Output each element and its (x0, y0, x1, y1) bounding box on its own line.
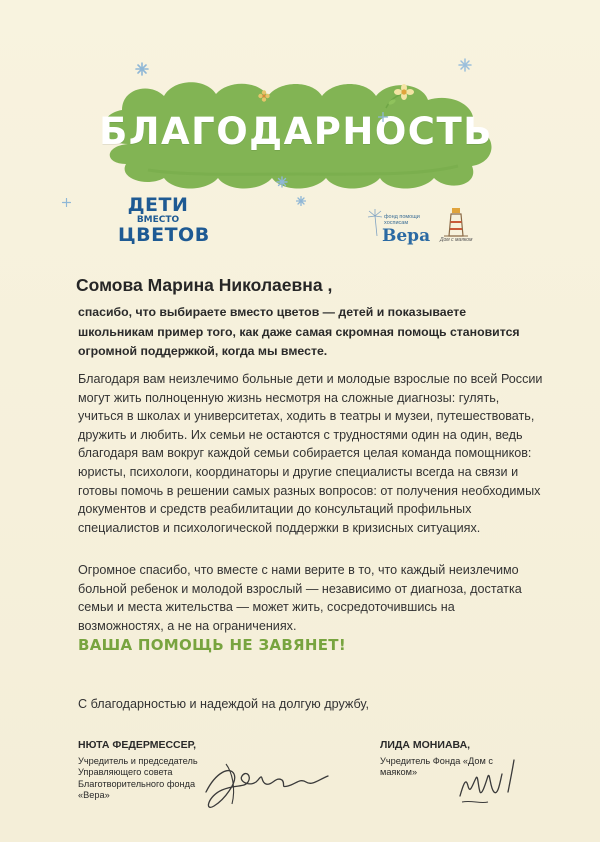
slogan: ВАША ПОМОЩЬ НЕ ЗАВЯНЕТ! (78, 636, 346, 654)
snowflake-icon (276, 176, 288, 188)
deti-vmesto-tsvetov-logo (118, 194, 210, 246)
signatory-right-name: ЛИДА МОНИАВА, (380, 739, 471, 751)
logo-line-1: ДЕТИ (127, 194, 189, 216)
star-icon (378, 112, 388, 122)
body-paragraph-1: Благодаря вам неизлечимо больные дети и молодые взрослые по всей России могут жить полноценную жизнь несмотря на сложные диагнозы: гулять, учиться в школах и университетах, ходить в театры и музеи, путешествовать, дружить и любить. Их семьи не остаются с трудностями один на один, ведь благодаря вам вокруг каждой семьи собирается целая команда помощников: юристы, психологи, координаторы и другие специалисты всегда на связи и готовы помочь в решении самых разных вопросов: от получения необходимых документов и средств реабилитации до консультаций профильных специалистов и психологической поддержки в кризисных ситуациях. (78, 372, 543, 535)
recipient-name: Сомова Марина Николаевна , (76, 275, 333, 295)
flower-icon (258, 90, 270, 102)
lead-paragraph: спасибо, что выбираете вместо цветов — детей и показываете школьникам пример того, как даже самая скромная помощь становится огромной поддержкой, когда мы вместе. (78, 305, 520, 358)
signatory-right-role: Учредитель Фонда «Дом с маяком» (380, 755, 493, 778)
star-icon (62, 198, 71, 207)
vera-logo-caption: фонд помощи хосписам (384, 214, 420, 226)
signature-right (452, 752, 532, 810)
snowflake-icon (458, 58, 472, 72)
snowflake-icon (296, 196, 306, 206)
body-paragraph-2: Огромное спасибо, что вместе с нами верите в то, что каждый неизлечимо больной ребенок и молодой взрослый — независимо от диагноза, достатка семьи и места жительства — может жить, сосредоточившись на возможностях, а не на ограничениях. (78, 563, 522, 633)
page-title: БЛАГОДАРНОСТЬ (99, 110, 493, 153)
closing-line: С благодарностью и надеждой на долгую дружбу, (78, 697, 369, 711)
signature-left (196, 752, 336, 814)
signatory-left-role: Учредитель и председатель Управляющего совета Благотворительного фонда «Вера» (78, 755, 198, 801)
mayak-logo-caption: Дом с маяком (440, 237, 473, 243)
dom-s-mayakom-logo (436, 206, 476, 246)
daisy-flower-icon (382, 82, 416, 110)
lighthouse-icon (442, 206, 470, 238)
snowflake-icon (135, 62, 149, 76)
signatory-left-name: НЮТА ФЕДЕРМЕССЕР, (78, 739, 197, 751)
logo-line-3: ЦВЕТОВ (118, 224, 210, 246)
logo-line-2: ВМЕСТО (136, 215, 180, 225)
vera-logo-name: Вера (382, 226, 431, 246)
